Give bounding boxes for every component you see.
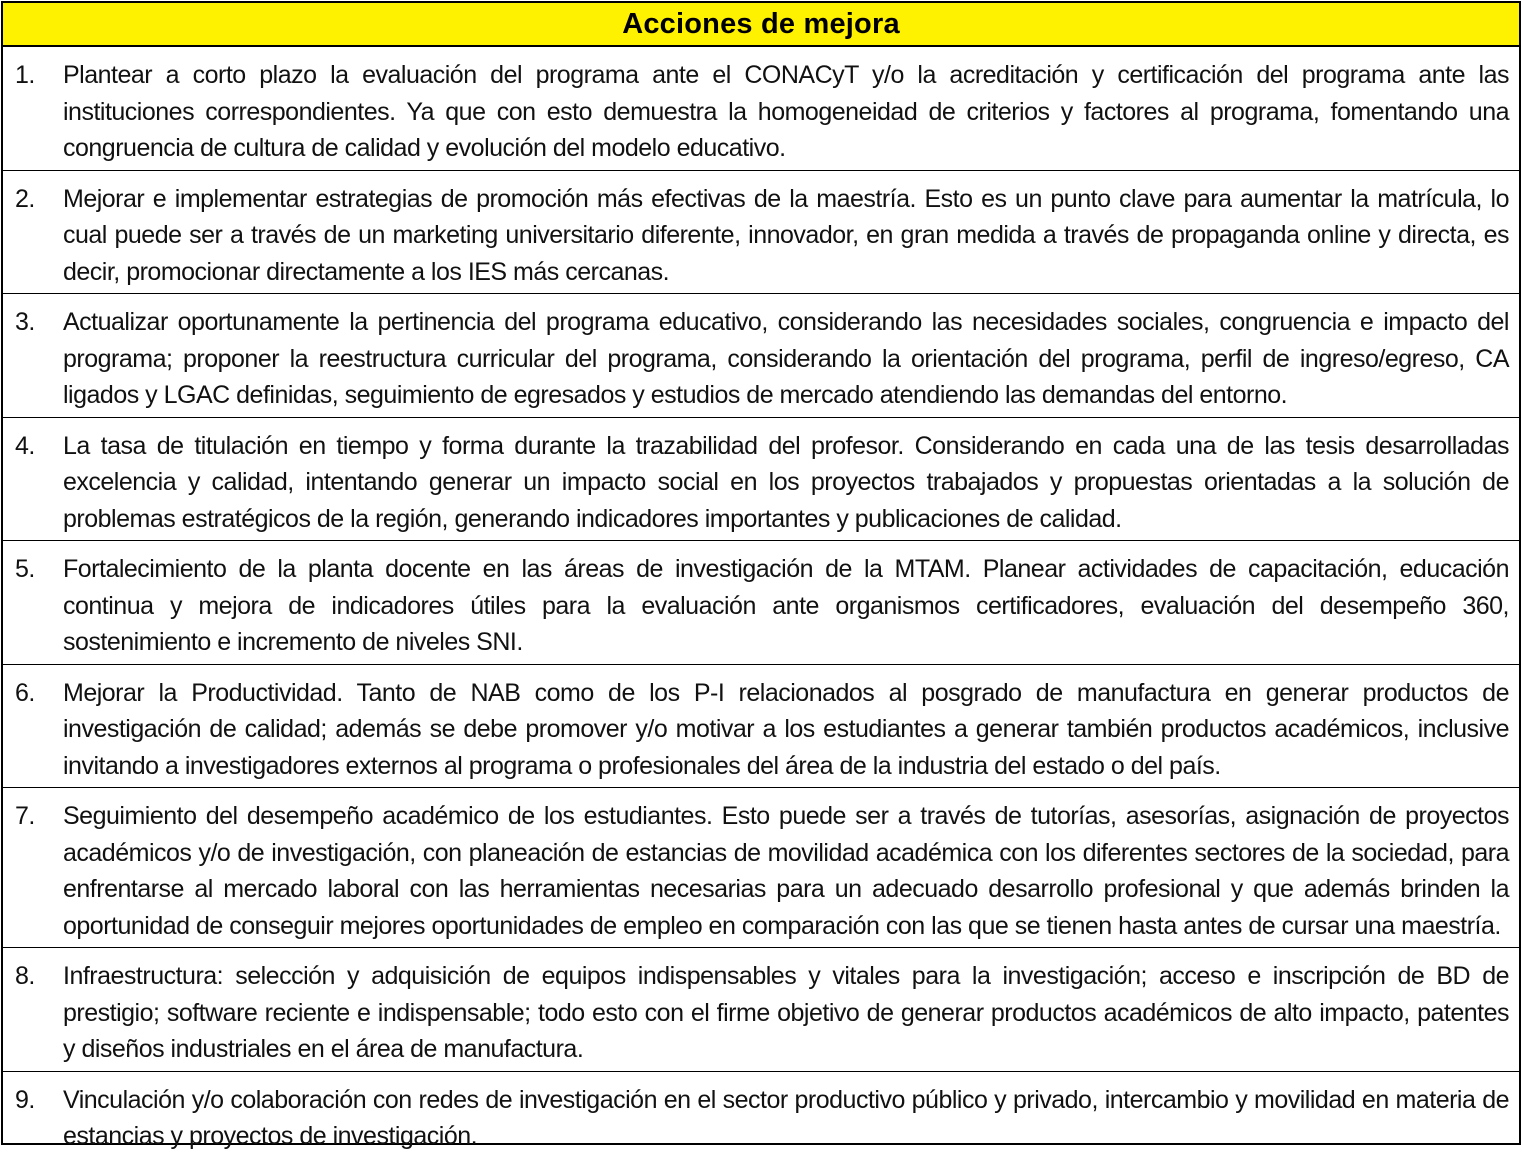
list-item — [3, 294, 1519, 418]
item-text: Mejorar e implementar estrategias de promoción más efectivas de la maestría. Esto es un punto clave para aumentar la matrícula, lo cual puede ser a través de un marketing universitario diferente, innovador, en gran medida a través de propaganda online y directa, es decir, promocionar directamente a los IES más cercanas. — [63, 184, 1509, 286]
list-item — [3, 418, 1519, 542]
list-item — [3, 47, 1519, 171]
item-number: 1. — [15, 61, 35, 89]
item-text: Fortalecimiento de la planta docente en las áreas de investigación de la MTAM. Planear actividades de capacitación, educación continua y mejora de indicadores útiles para la evaluación ante organismos certificadores, evaluación del desempeño 360, sostenimiento e incremento de niveles SNI. — [63, 555, 1509, 656]
list-item — [3, 788, 1519, 948]
improvement-actions-table — [1, 1, 1521, 1150]
table-header — [3, 3, 1519, 47]
list-item — [3, 541, 1519, 665]
item-number: 8. — [15, 962, 35, 990]
list-item — [3, 665, 1519, 789]
item-number: 5. — [15, 555, 35, 583]
item-text: Infraestructura: selección y adquisición de equipos indispensables y vitales para la investigación; acceso e inscripción de BD de prestigio; software reciente e indispensable; todo esto con el firme objetivo de generar productos académicos de alto impacto, patentes y diseños industriales en el área de manufactura. — [63, 962, 1509, 1063]
list-item — [3, 171, 1519, 295]
list-item — [3, 1072, 1519, 1158]
list-item — [3, 948, 1519, 1072]
item-text: Seguimiento del desempeño académico de los estudiantes. Esto puede ser a través de tutorías, asesorías, asignación de proyectos académicos y/o de investigación, con planeación de estancias de movilidad académica con los diferentes sectores de la sociedad, para enfrentarse al mercado laboral con las herramientas necesarias para un adecuado desarrollo profesional y que además brinden la oportunidad de conseguir mejores oportunidades de empleo en comparación con las que se tienen hasta antes de cursar una maestría. — [63, 802, 1509, 940]
item-number: 7. — [15, 802, 35, 830]
item-text: Mejorar la Productividad. Tanto de NAB como de los P-I relacionados al posgrado de manufactura en generar productos de investigación de calidad; además se debe promover y/o motivar a los estudiantes a generar también productos académicos, inclusive invitando a investigadores externos al programa o profesionales del área de la industria del estado o del país. — [63, 678, 1509, 780]
item-text: Plantear a corto plazo la evaluación del programa ante el CONACyT y/o la acreditación y certificación del programa ante las instituciones correspondientes. Ya que con esto demuestra la homogeneidad de criterios y factores al programa, fomentando una congruencia de cultura de calidad y evolución del modelo educativo. — [63, 61, 1509, 162]
actions-list — [3, 47, 1519, 1158]
item-text: La tasa de titulación en tiempo y forma durante la trazabilidad del profesor. Considerando en cada una de las tesis desarrolladas excelencia y calidad, intentando generar un impacto social en los proyectos trabajados y propuestas orientadas a la solución de problemas estratégicos de la región, generando indicadores importantes y publicaciones de calidad. — [63, 431, 1509, 533]
item-text: Vinculación y/o colaboración con redes de investigación en el sector productivo público y privado, intercambio y movilidad en materia de estancias y proyectos de investigación. — [63, 1085, 1509, 1150]
item-number: 9. — [15, 1085, 35, 1114]
table-title: Acciones de mejora — [622, 7, 900, 40]
item-number: 2. — [15, 184, 35, 213]
item-number: 6. — [15, 678, 35, 707]
item-number: 4. — [15, 431, 35, 460]
item-text: Actualizar oportunamente la pertinencia del programa educativo, considerando las necesidades sociales, congruencia e impacto del programa; proponer la reestructura curricular del programa, considerando la orientación del programa, perfil de ingreso/egreso, CA ligados y LGAC definidas, seguimiento de egresados y estudios de mercado atendiendo las demandas del entorno. — [63, 308, 1509, 409]
item-number: 3. — [15, 308, 35, 336]
